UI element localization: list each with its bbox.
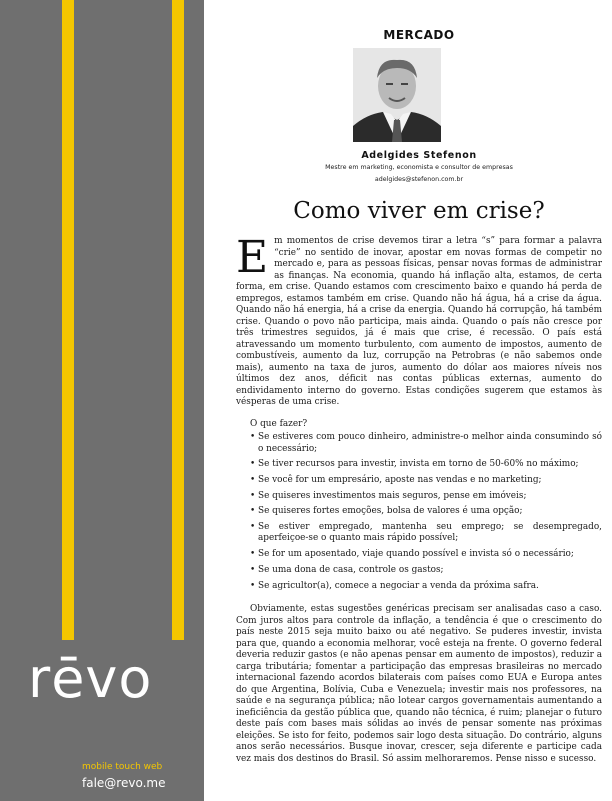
question-heading: O que fazer? bbox=[250, 418, 308, 429]
list-item: • Se estiveres com pouco dinheiro, administre-o melhor ainda consumindo só o necessário; bbox=[250, 432, 602, 455]
drop-cap: E bbox=[236, 232, 269, 283]
list-item: • Se quiseres fortes emoções, bolsa de valores é uma opção; bbox=[250, 506, 602, 518]
author-email[interactable]: adelgides@stefenon.com.br bbox=[374, 176, 464, 183]
contact-email[interactable]: fale@revo.me bbox=[82, 776, 166, 790]
list-item: • Se agricultor(a), comece a negociar a venda da próxima safra. bbox=[250, 581, 602, 593]
list-item: • Se quiseres investimentos mais seguros, pense em imóveis; bbox=[250, 491, 602, 503]
list-item: • Se tiver recursos para investir, invista em torno de 50-60% no máximo; bbox=[250, 459, 602, 471]
author-portrait-icon bbox=[353, 48, 441, 142]
article-body bbox=[236, 232, 602, 765]
author-name: Adelgides Stefenon bbox=[361, 150, 477, 161]
list-item: • Se uma dona de casa, controle os gastos; bbox=[250, 565, 602, 577]
list-item: • Se for um aposentado, viaje quando possível e invista só o necessário; bbox=[250, 549, 602, 561]
author-description: Mestre em marketing, economista e consultor de empresas bbox=[325, 164, 513, 171]
logo-tagline: mobile touch web bbox=[82, 762, 163, 772]
closing-paragraph: Obviamente, estas sugestões genéricas precisam ser analisadas caso a caso. Com juros altos para controle da inflação, a tendência é que o crescimento do país neste 2015 seja muito baixo ou até negativo. Se puderes investir, invista para que, quando a economia melhorar, você esteja na frente. O governo federal deveria reduzir gastos (e não apenas pensar em aumento de impostos), reduzir a carga tributária; fomentar a participação das empresas brasileiras no mercado internacional fazendo acordos bilaterais com países como EUA e Europa antes do que Argentina, Bolívia, Cuba e Venezuela; investir mais nos professores, na saúde e na segurança pública; não lotear cargos governamentais aumentando a ineficiência da gestão pública que, quando não técnica, é ruim; planejar o futuro deste país com bases mais sólidas ao invés de pensar somente nas próximas eleições. Se isto for feito, podemos sair logo desta situação. Do contrário, alguns anos serão necessários. Busque inovar, crescer, seja diferente e participe cada vez mais dos destinos do Brasil. Só assim melhoraremos. Pense nisso e sucesso. bbox=[236, 604, 602, 764]
article-title: Como viver em crise? bbox=[293, 198, 545, 224]
tips-list bbox=[236, 432, 602, 592]
section-label: MERCADO bbox=[383, 28, 455, 42]
intro-paragraph bbox=[236, 232, 602, 409]
list-item: • Se você for um empresário, aposte nas vendas e no marketing; bbox=[250, 475, 602, 487]
list-item: • Se estiver empregado, mantenha seu emprego; se desempregado, aperfeiçoe-se o quanto mais rápido possível; bbox=[250, 522, 602, 545]
revo-logo: rēvo bbox=[28, 647, 153, 710]
intro-text: m momentos de crise devemos tirar a letra “s” para formar a palavra “crie” no sentido de inovar, apostar em novas formas de competir no mercado e, para as pessoas físicas, pensar novas formas de administrar as finanças. Na economia, quando há inflação alta, estamos, de certa forma, em crise. Quando estamos com crescimento baixo e quando há perda de empregos, estamos também em crise. Quando não há água, há a crise da água. Quando não há energia, há a crise da energia. Quando há corrupção, há também crise. Quando o povo não participa, mais ainda. Quando o país não cresce por três trimestres seguidos, já é mais que crise, é recessão. O país está atravessando um momento turbulento, com aumento de impostos, aumento de combustíveis, aumento da luz, corrupção na Petrobras (e não sabemos onde mais), aumento na taxa de juros, aumento do dólar aos maiores níveis nos últimos dez anos, déficit nas contas públicas externas, aumento do endividamento interno do governo. Estas condições sugerem que estamos às vésperas de uma crise. bbox=[236, 236, 602, 407]
author-photo bbox=[353, 48, 441, 142]
